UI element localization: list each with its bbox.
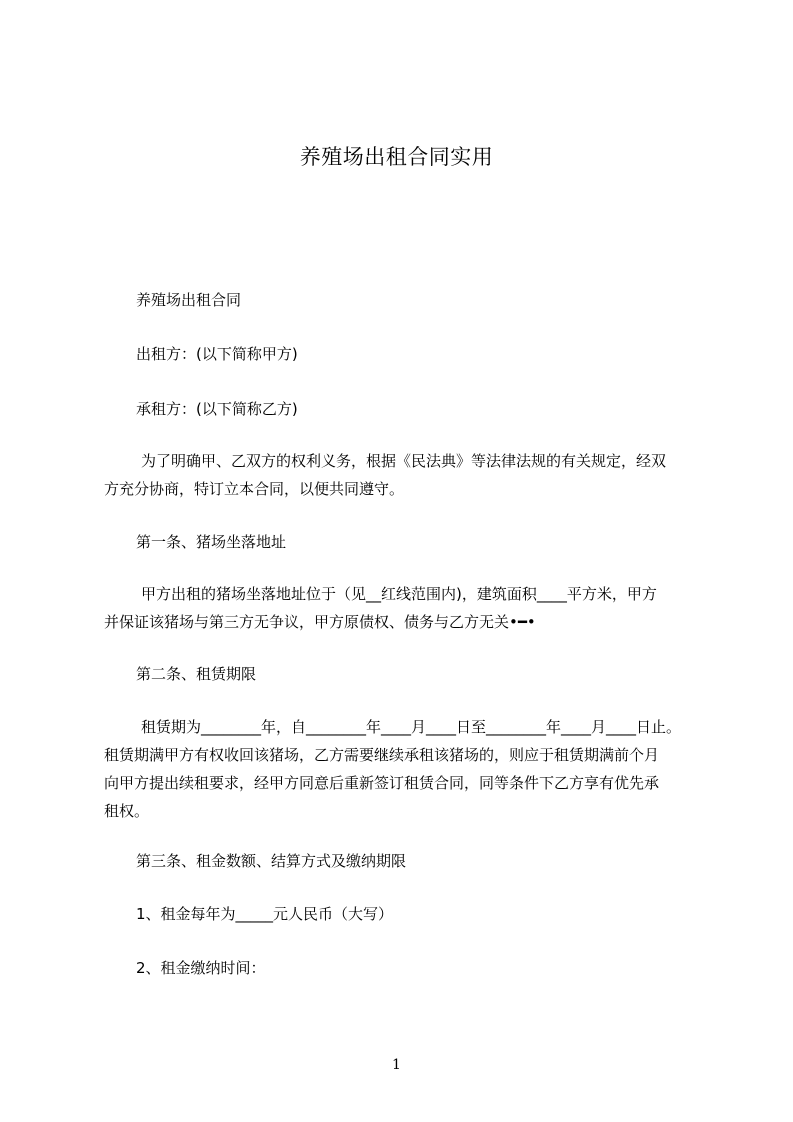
article1-line-1: 甲方出租的猪场坐落地址位于（见__红线范围内)，建筑面积____平方米，甲方 — [141, 585, 657, 603]
article1-line-2: 并保证该猪场与第三方无争议，甲方原债权、债务与乙方无关•━• — [104, 613, 536, 631]
article3-title: 第三条、租金数额、结算方式及缴纳期限 — [136, 852, 407, 870]
article2-title: 第二条、租赁期限 — [136, 665, 257, 683]
preamble-line-1: 为了明确甲、乙双方的权利义务，根据《民法典》等法律法规的有关规定，经双 — [141, 452, 667, 470]
contract-heading: 养殖场出租合同 — [136, 291, 242, 309]
article2-line-2: 租赁期满甲方有权收回该猪场，乙方需要继续承租该猪场的，则应于租赁期满前个月 — [104, 746, 660, 764]
article3-item-1: 1、租金每年为_____元人民币（大写） — [136, 905, 394, 923]
article2-paragraph — [104, 713, 704, 825]
preamble-line-2: 方充分协商，特订立本合同，以便共同遵守。 — [104, 480, 405, 498]
lessor-line: 出租方：(以下简称甲方) — [136, 345, 298, 363]
preamble-paragraph — [104, 447, 704, 503]
article1-title: 第一条、猪场坐落地址 — [136, 533, 287, 551]
article2-line-4: 租权。 — [104, 802, 150, 820]
article3-item-2: 2、租金缴纳时间： — [136, 959, 266, 977]
article2-line-1: 租赁期为________年，自________年____月____日至________年____月____日止。 — [141, 718, 682, 736]
lessee-line: 承租方：(以下简称乙方) — [136, 400, 298, 418]
article1-paragraph — [104, 580, 704, 636]
page-number: 1 — [392, 1057, 401, 1073]
article2-line-3: 向甲方提出续租要求，经甲方同意后重新签订租赁合同，同等条件下乙方享有优先承 — [104, 774, 660, 792]
document-title: 养殖场出租合同实用 — [299, 145, 494, 169]
